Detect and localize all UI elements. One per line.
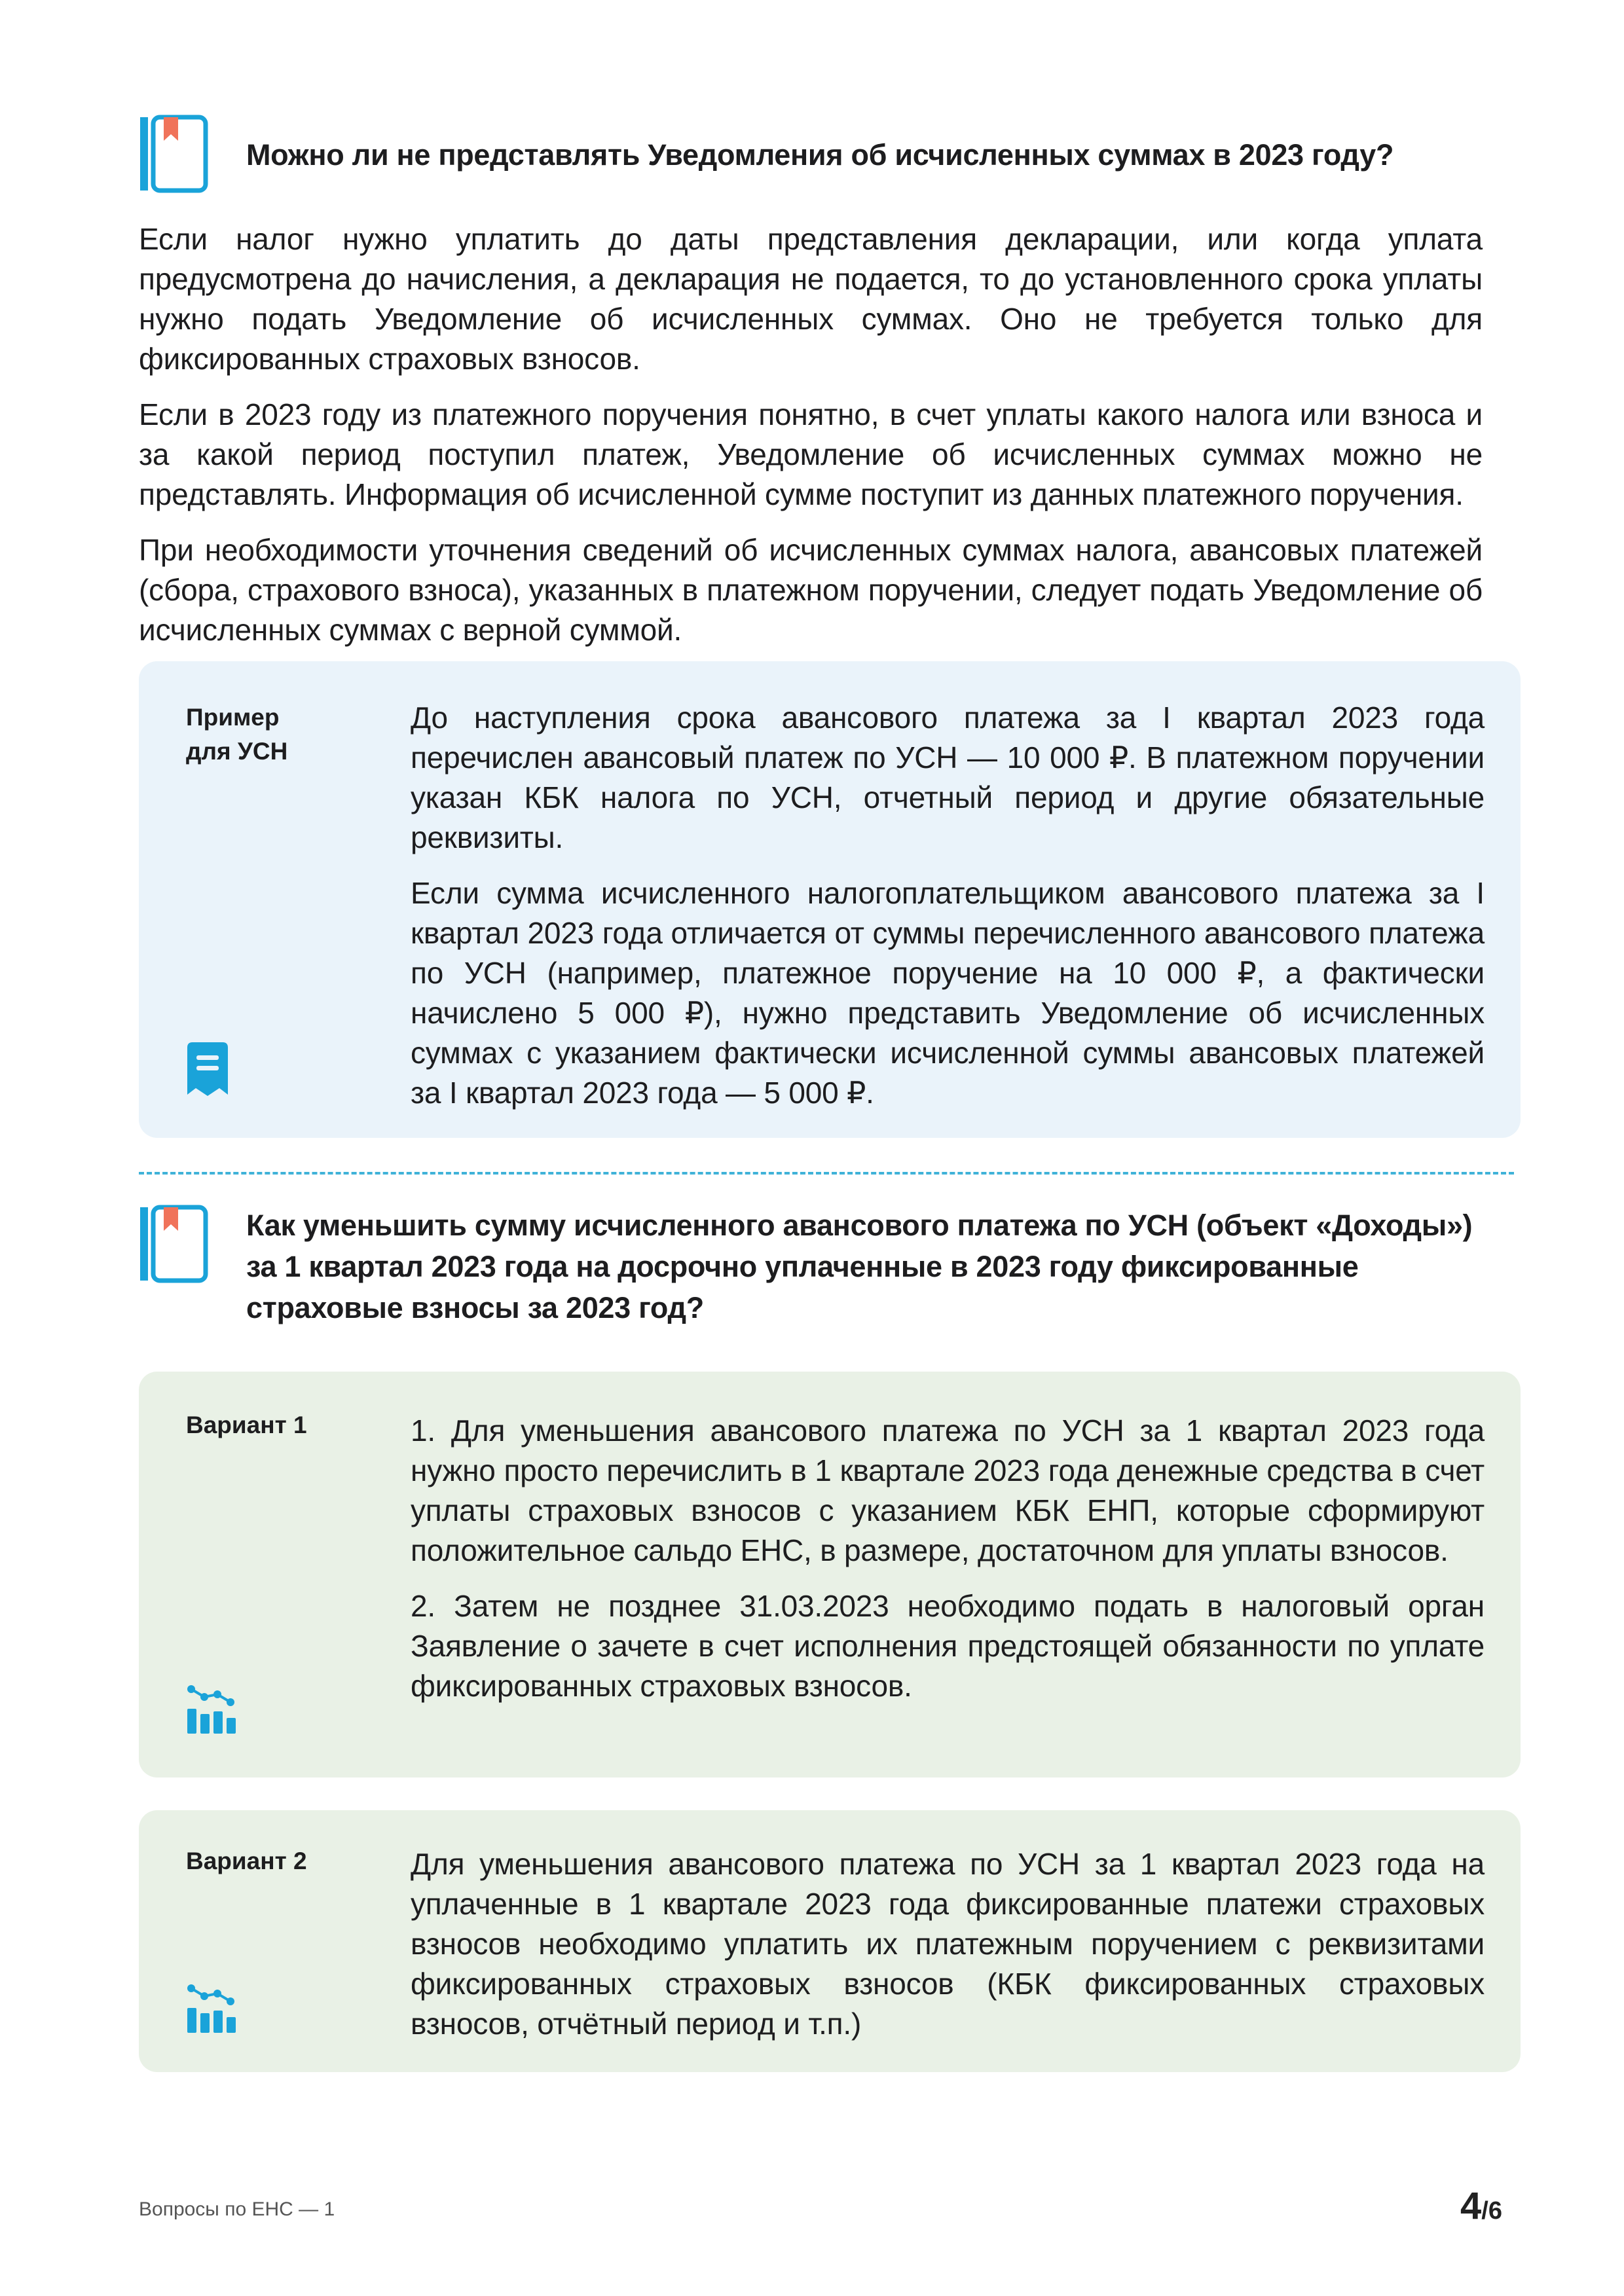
variant-2-text — [411, 1844, 1485, 2044]
receipt-icon — [183, 1041, 232, 1101]
paragraph: При необходимости уточнения сведений об исчисленных суммах налога, авансовых платежей (сбора, страхового взноса), указанных в платежном поручении, следует подать Уведомление об исчисленных суммах с верной суммой. — [139, 533, 1483, 647]
page-number — [1460, 2184, 1502, 2228]
list-item: 2. Затем не позднее 31.03.2023 необходимо подать в налоговый орган Заявление о зачете в счет исполнения предстоящей обязанности по уплате фиксированных страховых взносов. — [411, 1589, 1485, 1703]
variant-1-text — [411, 1411, 1485, 1706]
page-current: 4 — [1460, 2185, 1482, 2227]
section1-body — [139, 219, 1483, 650]
variant-1-label: Вариант 1 — [186, 1412, 307, 1438]
question-title-1: Можно ли не представлять Уведомления об исчисленных суммах в 2023 году? — [246, 138, 1394, 172]
question-title-2: Как уменьшить сумму исчисленного авансового платежа по УСН (объект «Доходы») за 1 квартал 2023 года на досрочно уплаченные в 2023 году фиксированные страховые взносы за 2023 год? — [246, 1209, 1473, 1324]
book-icon — [138, 1205, 208, 1286]
section-divider — [139, 1172, 1514, 1175]
variant-2-label: Вариант 2 — [186, 1848, 307, 1874]
list-item: 1. Для уменьшения авансового платежа по УСН за 1 квартал 2023 года нужно просто перечислить в 1 квартале 2023 года денежные средства в счет уплаты страховых взносов с указанием КБК ЕНП, которые сформируют положительное сальдо ЕНС, в размере, достаточном для уплаты взносов. — [411, 1413, 1485, 1567]
paragraph: Если в 2023 году из платежного поручения понятно, в счет уплаты какого налога или взноса и за какой период поступил платеж, Уведомление об исчисленных суммах можно не представлять. Информация об исчисленной сумме поступит из данных платежного поручения. — [139, 397, 1483, 511]
book-icon — [138, 115, 208, 196]
paragraph: Если налог нужно уплатить до даты представления декларации, или когда уплата предусмотрена до начисления, а декларация не подается, то до установленного срока уплаты нужно подать Уведомление об исчисленных суммах. Оно не требуется только для фиксированных страховых взносов. — [139, 222, 1483, 376]
chart-icon — [185, 1683, 237, 1738]
variant-2-box — [139, 1810, 1521, 2072]
paragraph: До наступления срока авансового платежа за I квартал 2023 года перечислен авансовый платеж по УСН — 10 000 ₽. В платежном поручении указан КБК налога по УСН, отчетный период и другие обязательные реквизиты. — [411, 701, 1485, 854]
example-text — [411, 698, 1485, 1113]
example-box — [139, 661, 1521, 1138]
variant-1-box — [139, 1372, 1521, 1777]
chart-icon — [185, 1982, 237, 2037]
paragraph: Для уменьшения авансового платежа по УСН за 1 квартал 2023 года на уплаченные в 1 квартале 2023 года фиксированные платежи страховых взносов необходимо уплатить их платежным поручением с реквизитами фиксированных страховых взносов (КБК фиксированных страховых взносов, отчётный период и т.п.) — [411, 1847, 1485, 2041]
paragraph: Если сумма исчисленного налогоплательщиком авансового платежа за I квартал 2023 года отличается от суммы перечисленного авансового платежа по УСН (например, платежное поручение на 10 000 ₽, а фактически начислено 5 000 ₽), нужно представить Уведомление об исчисленных суммах с указанием фактически исчисленной суммы авансовых платежей за I квартал 2023 года — 5 000 ₽. — [411, 876, 1485, 1110]
page-total: /6 — [1481, 2197, 1502, 2225]
footer-doc-name: Вопросы по ЕНС — 1 — [139, 2198, 335, 2220]
example-label: Пример для УСН — [186, 704, 288, 765]
